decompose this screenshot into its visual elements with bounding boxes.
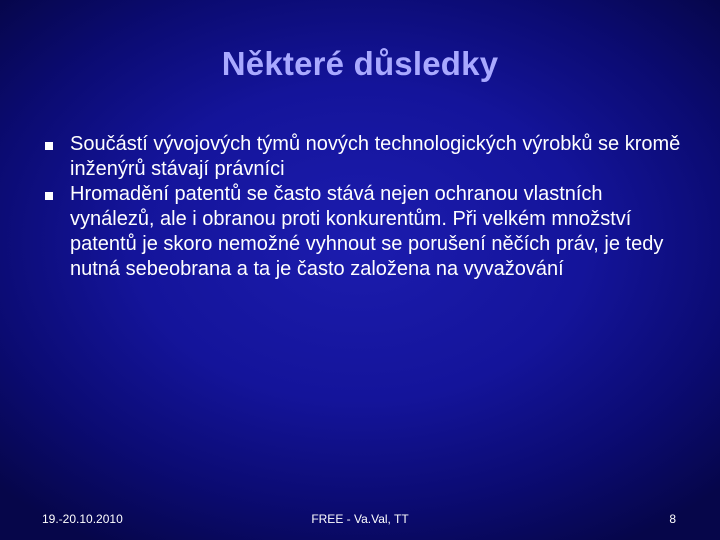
square-bullet-icon — [45, 192, 53, 200]
bullet-text: Hromadění patentů se často stává nejen ochranou vlastních vynálezů, ale i obranou proti konkurentům. Při velkém množství patentů je skoro nemožné vyhnout se porušení něčích práv, je tedy nutná sebeobrana a ta je často založena na vyvažování — [70, 183, 664, 280]
bullet-item — [42, 132, 682, 182]
bullet-item — [42, 182, 682, 282]
bullet-list — [42, 132, 682, 282]
footer-center-text: FREE - Va.Val, TT — [311, 512, 409, 526]
bullet-text: Součástí vývojových týmů nových technologických výrobků se kromě inženýrů stávají právníci — [70, 133, 681, 180]
square-bullet-icon — [45, 142, 53, 150]
footer-date: 19.-20.10.2010 — [42, 512, 123, 526]
slide-title: Některé důsledky — [221, 45, 499, 82]
page-number: 8 — [669, 512, 676, 526]
